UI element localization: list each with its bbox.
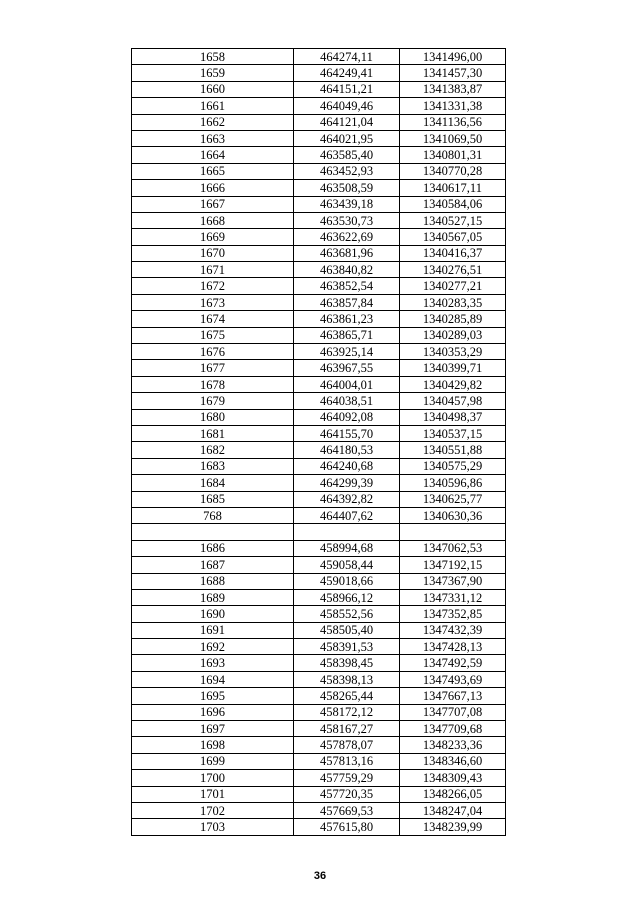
table-row xyxy=(132,770,506,786)
x-coordinate-cell: 458391,53 xyxy=(294,639,400,655)
y-coordinate-cell: 1347192,15 xyxy=(400,557,506,573)
table-row xyxy=(132,442,506,458)
x-coordinate-cell: 458966,12 xyxy=(294,589,400,605)
x-coordinate-cell: 464049,46 xyxy=(294,98,400,114)
point-number-cell: 768 xyxy=(132,507,294,523)
table-row xyxy=(132,540,506,556)
point-number-cell: 1667 xyxy=(132,196,294,212)
y-coordinate-cell: 1340277,21 xyxy=(400,278,506,294)
x-coordinate-cell: 463840,82 xyxy=(294,262,400,278)
table-row xyxy=(132,475,506,491)
y-coordinate-cell: 1347709,68 xyxy=(400,721,506,737)
point-number-cell: 1681 xyxy=(132,425,294,441)
y-coordinate-cell: 1340353,29 xyxy=(400,344,506,360)
y-coordinate-cell: 1340285,89 xyxy=(400,311,506,327)
x-coordinate-cell: 463865,71 xyxy=(294,327,400,343)
y-coordinate-cell: 1340770,28 xyxy=(400,163,506,179)
point-number-cell: 1673 xyxy=(132,294,294,310)
point-number-cell: 1676 xyxy=(132,344,294,360)
x-coordinate-cell: 464155,70 xyxy=(294,425,400,441)
x-coordinate-cell: 457669,53 xyxy=(294,802,400,818)
point-number-cell: 1688 xyxy=(132,573,294,589)
y-coordinate-cell: 1347331,12 xyxy=(400,589,506,605)
table-row xyxy=(132,573,506,589)
point-number-cell: 1664 xyxy=(132,147,294,163)
y-coordinate-cell: 1347062,53 xyxy=(400,540,506,556)
point-number-cell: 1685 xyxy=(132,491,294,507)
point-number-cell: 1699 xyxy=(132,753,294,769)
table-row xyxy=(132,294,506,310)
x-coordinate-cell: 463857,84 xyxy=(294,294,400,310)
y-coordinate-cell: 1340276,51 xyxy=(400,262,506,278)
point-number-cell: 1678 xyxy=(132,376,294,392)
point-number-cell: 1698 xyxy=(132,737,294,753)
point-number-cell: 1672 xyxy=(132,278,294,294)
y-coordinate-cell: 1348233,36 xyxy=(400,737,506,753)
x-coordinate-cell: 458552,56 xyxy=(294,606,400,622)
table-row xyxy=(132,262,506,278)
y-coordinate-cell: 1340399,71 xyxy=(400,360,506,376)
y-coordinate-cell: 1347367,90 xyxy=(400,573,506,589)
table-row xyxy=(132,507,506,523)
y-coordinate-cell: 1347428,13 xyxy=(400,639,506,655)
x-coordinate-cell: 458505,40 xyxy=(294,622,400,638)
y-coordinate-cell: 1347492,59 xyxy=(400,655,506,671)
point-number-cell: 1668 xyxy=(132,212,294,228)
table-row xyxy=(132,278,506,294)
point-number-cell: 1682 xyxy=(132,442,294,458)
y-coordinate-cell: 1340625,77 xyxy=(400,491,506,507)
table-row xyxy=(132,311,506,327)
y-coordinate-cell: 1340289,03 xyxy=(400,327,506,343)
y-coordinate-cell: 1340617,11 xyxy=(400,180,506,196)
x-coordinate-cell: 464121,04 xyxy=(294,114,400,130)
point-number-cell: 1666 xyxy=(132,180,294,196)
point-number-cell: 1665 xyxy=(132,163,294,179)
table-row xyxy=(132,819,506,835)
y-coordinate-cell: 1340630,36 xyxy=(400,507,506,523)
point-number-cell: 1670 xyxy=(132,245,294,261)
y-coordinate-cell: 1348309,43 xyxy=(400,770,506,786)
table-row xyxy=(132,409,506,425)
y-coordinate-cell: 1347707,08 xyxy=(400,704,506,720)
y-coordinate-cell: 1340498,37 xyxy=(400,409,506,425)
x-coordinate-cell: 463439,18 xyxy=(294,196,400,212)
page-number: 36 xyxy=(313,870,327,882)
point-number-cell: 1703 xyxy=(132,819,294,835)
y-coordinate-cell: 1340575,29 xyxy=(400,458,506,474)
point-number-cell: 1663 xyxy=(132,130,294,146)
x-coordinate-cell: 463967,55 xyxy=(294,360,400,376)
y-coordinate-cell: 1340567,05 xyxy=(400,229,506,245)
point-number-cell: 1684 xyxy=(132,475,294,491)
table-row xyxy=(132,229,506,245)
table-row xyxy=(132,753,506,769)
point-number-cell: 1660 xyxy=(132,81,294,97)
table-row xyxy=(132,458,506,474)
table-row xyxy=(132,688,506,704)
point-number-cell: 1686 xyxy=(132,540,294,556)
point-number-cell: 1677 xyxy=(132,360,294,376)
x-coordinate-cell: 457615,80 xyxy=(294,819,400,835)
y-coordinate-cell: 1340801,31 xyxy=(400,147,506,163)
point-number-cell: 1695 xyxy=(132,688,294,704)
point-number-cell: 1700 xyxy=(132,770,294,786)
point-number-cell: 1693 xyxy=(132,655,294,671)
x-coordinate-cell: 458398,13 xyxy=(294,671,400,687)
table-row xyxy=(132,655,506,671)
x-coordinate-cell: 458172,12 xyxy=(294,704,400,720)
y-coordinate-cell: 1348266,05 xyxy=(400,786,506,802)
x-coordinate-cell: 457878,07 xyxy=(294,737,400,753)
point-number-cell: 1691 xyxy=(132,622,294,638)
table-row xyxy=(132,425,506,441)
table-row xyxy=(132,557,506,573)
y-coordinate-cell: 1340429,82 xyxy=(400,376,506,392)
x-coordinate-cell: 463852,54 xyxy=(294,278,400,294)
x-coordinate-cell: 464151,21 xyxy=(294,81,400,97)
point-number-cell: 1661 xyxy=(132,98,294,114)
coordinates-table xyxy=(131,48,506,836)
table-row xyxy=(132,49,506,65)
y-coordinate-cell: 1347432,39 xyxy=(400,622,506,638)
table-row xyxy=(132,114,506,130)
y-coordinate-cell: 1340551,88 xyxy=(400,442,506,458)
y-coordinate-cell: 1340283,35 xyxy=(400,294,506,310)
table-row xyxy=(132,639,506,655)
x-coordinate-cell: 464407,62 xyxy=(294,507,400,523)
y-coordinate-cell: 1340584,06 xyxy=(400,196,506,212)
x-coordinate-cell xyxy=(294,524,400,540)
point-number-cell: 1662 xyxy=(132,114,294,130)
x-coordinate-cell: 463925,14 xyxy=(294,344,400,360)
x-coordinate-cell: 458265,44 xyxy=(294,688,400,704)
point-number-cell: 1692 xyxy=(132,639,294,655)
x-coordinate-cell: 464092,08 xyxy=(294,409,400,425)
y-coordinate-cell: 1341496,00 xyxy=(400,49,506,65)
y-coordinate-cell: 1340527,15 xyxy=(400,212,506,228)
table-row xyxy=(132,163,506,179)
x-coordinate-cell: 464004,01 xyxy=(294,376,400,392)
x-coordinate-cell: 459018,66 xyxy=(294,573,400,589)
x-coordinate-cell: 457720,35 xyxy=(294,786,400,802)
table-row xyxy=(132,65,506,81)
point-number-cell: 1671 xyxy=(132,262,294,278)
x-coordinate-cell: 463585,40 xyxy=(294,147,400,163)
table-row xyxy=(132,606,506,622)
table-row xyxy=(132,589,506,605)
table-row xyxy=(132,245,506,261)
table-row xyxy=(132,671,506,687)
point-number-cell: 1687 xyxy=(132,557,294,573)
point-number-cell: 1694 xyxy=(132,671,294,687)
x-coordinate-cell: 464038,51 xyxy=(294,393,400,409)
x-coordinate-cell: 463622,69 xyxy=(294,229,400,245)
table-row xyxy=(132,524,506,540)
y-coordinate-cell: 1341331,38 xyxy=(400,98,506,114)
y-coordinate-cell: 1341457,30 xyxy=(400,65,506,81)
x-coordinate-cell: 459058,44 xyxy=(294,557,400,573)
table-row xyxy=(132,327,506,343)
point-number-cell: 1683 xyxy=(132,458,294,474)
y-coordinate-cell: 1347352,85 xyxy=(400,606,506,622)
coordinates-table-body xyxy=(132,49,506,836)
point-number-cell: 1659 xyxy=(132,65,294,81)
point-number-cell: 1702 xyxy=(132,802,294,818)
table-row xyxy=(132,360,506,376)
point-number-cell: 1674 xyxy=(132,311,294,327)
table-row xyxy=(132,721,506,737)
y-coordinate-cell: 1347667,13 xyxy=(400,688,506,704)
x-coordinate-cell: 457813,16 xyxy=(294,753,400,769)
y-coordinate-cell: 1340537,15 xyxy=(400,425,506,441)
point-number-cell: 1658 xyxy=(132,49,294,65)
point-number-cell: 1696 xyxy=(132,704,294,720)
y-coordinate-cell xyxy=(400,524,506,540)
y-coordinate-cell: 1341136,56 xyxy=(400,114,506,130)
x-coordinate-cell: 463681,96 xyxy=(294,245,400,261)
y-coordinate-cell: 1348239,99 xyxy=(400,819,506,835)
x-coordinate-cell: 464274,11 xyxy=(294,49,400,65)
point-number-cell: 1701 xyxy=(132,786,294,802)
table-row xyxy=(132,98,506,114)
x-coordinate-cell: 464021,95 xyxy=(294,130,400,146)
table-row xyxy=(132,802,506,818)
x-coordinate-cell: 458994,68 xyxy=(294,540,400,556)
x-coordinate-cell: 457759,29 xyxy=(294,770,400,786)
y-coordinate-cell: 1340457,98 xyxy=(400,393,506,409)
y-coordinate-cell: 1340596,86 xyxy=(400,475,506,491)
point-number-cell: 1669 xyxy=(132,229,294,245)
table-row xyxy=(132,81,506,97)
table-row xyxy=(132,196,506,212)
y-coordinate-cell: 1347493,69 xyxy=(400,671,506,687)
point-number-cell: 1680 xyxy=(132,409,294,425)
x-coordinate-cell: 463530,73 xyxy=(294,212,400,228)
x-coordinate-cell: 458398,45 xyxy=(294,655,400,671)
point-number-cell: 1697 xyxy=(132,721,294,737)
y-coordinate-cell: 1340416,37 xyxy=(400,245,506,261)
x-coordinate-cell: 464392,82 xyxy=(294,491,400,507)
table-row xyxy=(132,737,506,753)
x-coordinate-cell: 464249,41 xyxy=(294,65,400,81)
table-row xyxy=(132,704,506,720)
point-number-cell: 1690 xyxy=(132,606,294,622)
x-coordinate-cell: 463452,93 xyxy=(294,163,400,179)
x-coordinate-cell: 464299,39 xyxy=(294,475,400,491)
x-coordinate-cell: 463861,23 xyxy=(294,311,400,327)
table-row xyxy=(132,491,506,507)
point-number-cell: 1675 xyxy=(132,327,294,343)
x-coordinate-cell: 458167,27 xyxy=(294,721,400,737)
table-row xyxy=(132,212,506,228)
y-coordinate-cell: 1348247,04 xyxy=(400,802,506,818)
point-number-cell: 1689 xyxy=(132,589,294,605)
point-number-cell: 1679 xyxy=(132,393,294,409)
table-row xyxy=(132,344,506,360)
x-coordinate-cell: 464240,68 xyxy=(294,458,400,474)
y-coordinate-cell: 1341383,87 xyxy=(400,81,506,97)
table-row xyxy=(132,786,506,802)
table-row xyxy=(132,147,506,163)
x-coordinate-cell: 463508,59 xyxy=(294,180,400,196)
point-number-cell xyxy=(132,524,294,540)
table-row xyxy=(132,393,506,409)
y-coordinate-cell: 1341069,50 xyxy=(400,130,506,146)
y-coordinate-cell: 1348346,60 xyxy=(400,753,506,769)
table-row xyxy=(132,180,506,196)
x-coordinate-cell: 464180,53 xyxy=(294,442,400,458)
table-row xyxy=(132,622,506,638)
table-row xyxy=(132,376,506,392)
table-row xyxy=(132,130,506,146)
